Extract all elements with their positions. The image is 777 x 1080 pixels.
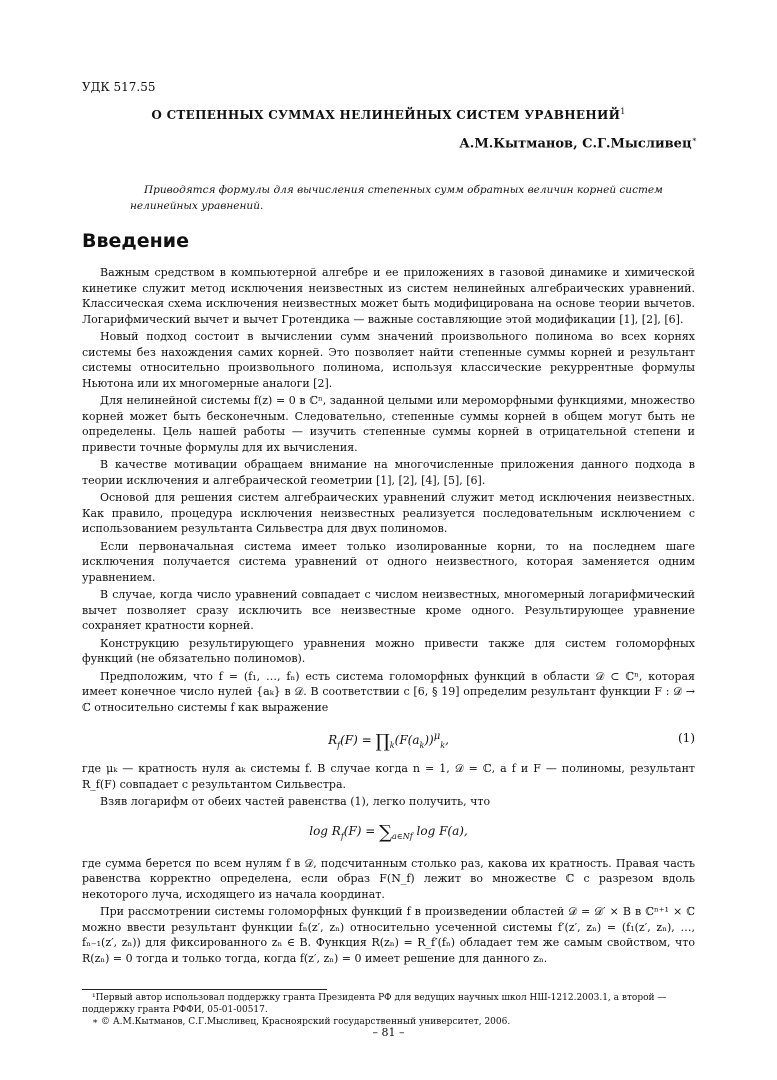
authors <box>459 135 697 151</box>
formula-2-expression: $\log R_f(F) = \sum_{a\in Nf}$ log F(a), <box>309 821 468 843</box>
footnote-separator <box>82 989 327 990</box>
authors-text: А.М.Кытманов, С.Г.Мысливец <box>459 136 692 152</box>
paragraph: где сумма берется по всем нулям f в 𝒟, подсчитанным столько раз, какова их кратность. Правая часть равенства корректно определена, если образ F(N_f) лежит во множестве ℂ с разрезом вдоль некоторого луча, исходящего из начала координат. <box>82 856 695 901</box>
paragraph: Конструкцию результирующего уравнения можно привести также для систем голоморфных функций (не обязательно полиномов). <box>82 636 695 665</box>
page-number: – 81 – <box>372 1026 405 1039</box>
paragraph: При рассмотрении системы голоморфных функций f в произведении областей 𝒟 = 𝒟′ × B в ℂⁿ⁺¹ × ℂ можно ввести результант функции fₙ(z′, zₙ) относительно усеченной системы f′(z′, zₙ) = (f₁(z′, zₙ), …, fₙ₋₁(z′, zₙ)) для фиксированного zₙ ∈ B. Функция R(zₙ) = R_f′(fₙ) обладает тем же самым свойством, что R(zₙ) = 0 тогда и только тогда, когда f(z′, zₙ) = 0 имеет решение для данного zₙ. <box>82 905 695 965</box>
footnotes <box>82 992 695 1028</box>
udk-code: УДК 517.55 <box>82 80 156 94</box>
paragraph: Важным средством в компьютерной алгебре и ее приложениях в газовой динамике и химической кинетике служит метод исключения неизвестных из систем нелинейных алгебраических уравнений. Классическая схема исключения неизвестных может быть модифицирована на основе теории вычетов. Логарифмический вычет и вычет Гротендика — важные составляющие этой модификации [1], [2], [6]. <box>82 266 695 326</box>
paragraph: Взяв логарифм от обеих частей равенства (1), легко получить, что <box>100 795 491 808</box>
abstract: Приводятся формулы для вычисления степенных сумм обратных величин корней систем нелинейных уравнений. <box>130 184 663 212</box>
paragraph: В случае, когда число уравнений совпадает с числом неизвестных, многомерный логарифмический вычет позволяет сразу исключить все неизвестные кроме одного. Результирующее уравнение сохраняет кратности корней. <box>82 588 695 632</box>
formula-1 <box>82 719 695 757</box>
paragraph: Для нелинейной системы f(z) = 0 в ℂⁿ, заданной целыми или мероморфными функциями, множество корней может быть бесконечным. Следовательно, степенные суммы корней в общем могут быть не определены. Цель нашей работы — изучить степенные суммы корней в отрицательной степени и привести точные формулы для их вычисления. <box>82 394 695 454</box>
paper-title <box>82 107 695 122</box>
formula-2 <box>82 814 695 852</box>
paragraph: В качестве мотивации обращаем внимание на многочисленные приложения данного подхода в теории исключения и алгебраической геометрии [1], [2], [4], [5], [6]. <box>82 458 695 487</box>
section-heading: Введение <box>82 230 189 252</box>
paragraph: Предположим, что f = (f₁, …, fₙ) есть система голоморфных функций в области 𝒟 ⊂ ℂⁿ, которая имеет конечное число нулей {aₖ} в 𝒟. В соответствии с [6, § 19] определим результант функции F : 𝒟 → ℂ относительно системы f как выражение <box>82 669 695 714</box>
paragraph: Основой для решения систем алгебраических уравнений служит метод исключения неизвестных. Как правило, процедура исключения неизвестных реализуется последовательным исключением с использованием результанта Сильвестра для двух полиномов. <box>82 491 695 535</box>
body-text <box>82 265 695 968</box>
footnote: ¹Первый автор использовал поддержку гранта Президента РФ для ведущих научных школ НШ-1212.2003.1, а второй — поддержку гранта РФФИ, 05-01-00517. <box>82 993 667 1015</box>
footnote: ∗ © А.М.Кытманов, С.Г.Мысливец, Красноярский государственный университет, 2006. <box>92 1017 511 1027</box>
paragraph: Если первоначальная система имеет только изолированные корни, то на последнем шаге исключения получается система уравнений от одного неизвестного, которая заменяется одним уравнением. <box>82 539 695 584</box>
paragraph: где μₖ — кратность нуля aₖ системы f. В случае когда n = 1, 𝒟 = ℂ, а f и F — полиномы, результант R_f(F) совпадает с результантом Сильвестра. <box>82 762 695 791</box>
title-text: О СТЕПЕННЫХ СУММАХ НЕЛИНЕЙНЫХ СИСТЕМ УРАВНЕНИЙ <box>151 108 621 122</box>
authors-footnote-mark: ∗ <box>691 135 697 144</box>
formula-1-number: (1) <box>678 731 695 745</box>
formula-1-expression: $R_f(F)$ = $\prod_k(F(a_k))^\mu_k$, <box>328 731 449 752</box>
paragraph: Новый подход состоит в вычислении сумм значений произвольного полинома во всех корнях системы без нахождения самих корней. Это позволяет найти степенные суммы корней и результант системы относительно произвольного полинома, используя классические рекуррентные формулы Ньютона или их многомерные аналоги [2]. <box>82 330 695 390</box>
title-footnote-mark: 1 <box>620 107 626 116</box>
